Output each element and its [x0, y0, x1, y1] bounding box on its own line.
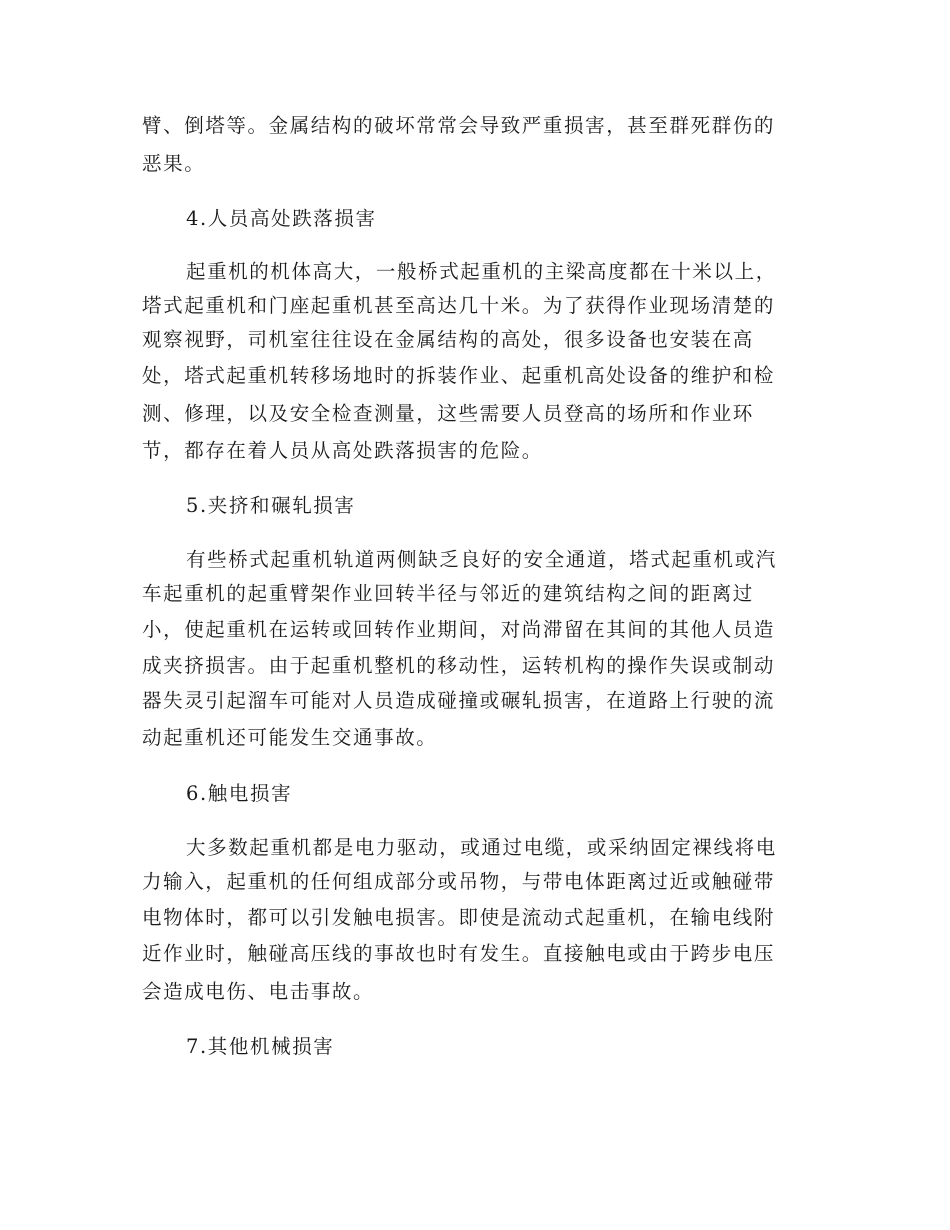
- paragraph-line: 会造成电伤、电击事故。: [142, 980, 375, 1003]
- section-heading: 7.其他机械损害: [186, 1035, 335, 1058]
- paragraph-line: 器失灵引起溜车可能对人员造成碰撞或碾轧损害，在道路上行驶的流: [142, 689, 776, 712]
- section-heading: 6.触电损害: [186, 782, 293, 805]
- paragraph-line: 动起重机还可能发生交通事故。: [142, 726, 438, 749]
- section-heading: 5.夹挤和碾轧损害: [186, 494, 356, 517]
- section-heading: 4.人员高处跌落损害: [186, 207, 377, 230]
- paragraph-line: 小，使起重机在运转或回转作业期间，对尚滞留在其间的其他人员造: [142, 618, 776, 641]
- paragraph-line: 臂、倒塔等。金属结构的破坏常常会导致严重损害，甚至群死群伤的: [142, 114, 776, 137]
- paragraph-line: 观察视野，司机室往往设在金属结构的高处，很多设备也安装在高: [142, 328, 754, 351]
- paragraph-line: 节，都存在着人员从高处跌落损害的危险。: [142, 439, 543, 462]
- paragraph-line: 电物体时，都可以引发触电损害。即使是流动式起重机，在输电线附: [142, 906, 776, 929]
- paragraph-line: 塔式起重机和门座起重机甚至高达几十米。为了获得作业现场清楚的: [142, 294, 776, 317]
- paragraph-line: 成夹挤损害。由于起重机整机的移动性，运转机构的操作失误或制动: [142, 654, 776, 677]
- paragraph-line: 起重机的机体高大，一般桥式起重机的主梁高度都在十米以上，: [186, 260, 777, 283]
- paragraph-line: 测、修理，以及安全检查测量，这些需要人员登高的场所和作业环: [142, 402, 754, 425]
- paragraph-line: 车起重机的起重臂架作业回转半径与邻近的建筑结构之间的距离过: [142, 582, 754, 605]
- paragraph-line: 力输入，起重机的任何组成部分或吊物，与带电体距离过近或触碰带: [142, 870, 776, 893]
- paragraph-line: 大多数起重机都是电力驱动，或通过电缆，或采纳固定裸线将电: [186, 836, 777, 859]
- paragraph-line: 处，塔式起重机转移场地时的拆装作业、起重机高处设备的维护和检: [142, 364, 776, 387]
- paragraph-line: 有些桥式起重机轨道两侧缺乏良好的安全通道，塔式起重机或汽: [186, 548, 777, 571]
- paragraph-line: 近作业时，触碰高压线的事故也时有发生。直接触电或由于跨步电压: [142, 942, 776, 965]
- paragraph-line: 恶果。: [142, 152, 206, 175]
